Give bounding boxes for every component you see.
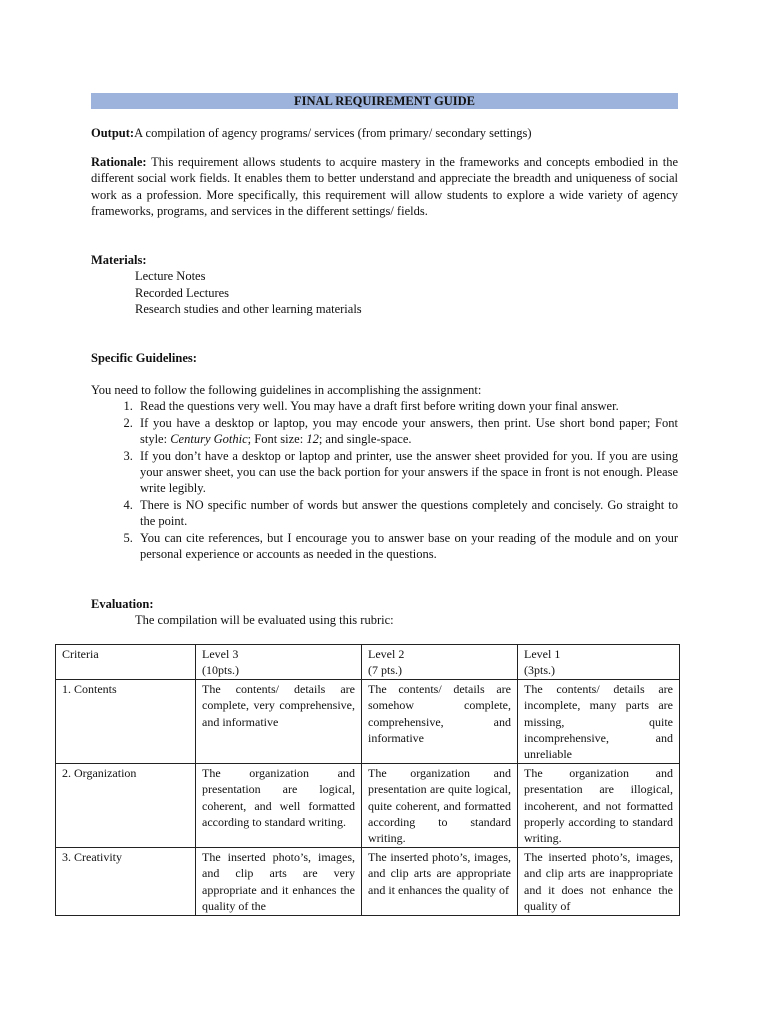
rubric-cell: The inserted photo’s, images, and clip arts are very appropriate and it enhances the quality of the xyxy=(196,847,362,915)
output-text: A compilation of agency programs/ services (from primary/ secondary settings) xyxy=(134,126,532,140)
evaluation-intro: The compilation will be evaluated using this rubric: xyxy=(135,613,394,628)
rubric-cell: The contents/ details are incomplete, many parts are missing, quite incomprehensive, and unreliable xyxy=(518,679,680,763)
rubric-cell: The contents/ details are somehow complete, comprehensive, and informative xyxy=(362,679,518,763)
rubric-row xyxy=(56,763,680,847)
materials-item: Recorded Lectures xyxy=(135,285,230,300)
header-label: Level 3 xyxy=(202,647,239,661)
evaluation-section xyxy=(91,596,678,629)
rationale-text: This requirement allows students to acquire mastery in the frameworks and concepts embodied in the different social work fields. It enables them to better understand and appreciate the breadth and uniqueness of social work as a profession. More specifically, this requirement will allow students to explore a wide variety of agency frameworks, programs, and services in the different settings/ fields. xyxy=(91,155,678,219)
materials-heading: Materials: xyxy=(91,253,147,267)
rubric-row xyxy=(56,679,680,763)
header-label: Criteria xyxy=(62,647,99,661)
rubric-cell: The organization and presentation are illogical, incoherent, and not formatted properly according to standard writing. xyxy=(518,763,680,847)
rubric-header-cell xyxy=(56,645,196,680)
guideline-item: 3. If you don’t have a desktop or laptop and printer, use the answer sheet provided for you. If you are using your answer sheet, you can use the back portion for your answers if the space in front is not enough. Please write legibly. xyxy=(136,448,678,497)
font-style-value: Century Gothic xyxy=(170,432,248,447)
guideline-item xyxy=(136,415,678,448)
rubric-header-cell xyxy=(518,645,680,680)
guidelines-section xyxy=(91,382,678,562)
rubric-header-cell xyxy=(196,645,362,680)
guidelines-heading-text: Specific Guidelines: xyxy=(91,351,197,365)
rubric-cell: The contents/ details are complete, very comprehensive, and informative xyxy=(196,679,362,763)
guideline-item: 4. There is NO specific number of words but answer the questions completely and concisely. Go straight to the point. xyxy=(136,497,678,530)
rubric-header-cell xyxy=(362,645,518,680)
rubric-header-row xyxy=(56,645,680,680)
header-points: (3pts.) xyxy=(524,663,555,678)
rationale-section xyxy=(91,154,678,220)
header-points: (7 pts.) xyxy=(368,663,402,678)
header-points: (10pts.) xyxy=(202,663,239,678)
header-label: Level 2 xyxy=(368,647,405,661)
guideline-text: ; and single-space. xyxy=(318,432,412,447)
rubric-criteria: 3. Creativity xyxy=(56,847,196,915)
guidelines-heading xyxy=(91,350,678,366)
rubric-criteria: 1. Contents xyxy=(56,679,196,763)
materials-item: Lecture Notes xyxy=(135,269,206,284)
guidelines-list xyxy=(91,398,678,562)
guidelines-intro: You need to follow the following guidelines in accomplishing the assignment: xyxy=(91,383,482,397)
output-section xyxy=(91,125,678,141)
rubric-cell: The organization and presentation are logical, coherent, and well formatted according to standard writing. xyxy=(196,763,362,847)
materials-section xyxy=(91,252,678,318)
guideline-item: 5. You can cite references, but I encourage you to answer base on your reading of the module and on your personal experience or accounts as needed in the questions. xyxy=(136,530,678,563)
rubric-table xyxy=(55,644,680,916)
rubric-row xyxy=(56,847,680,915)
evaluation-heading: Evaluation: xyxy=(91,597,154,611)
rubric-cell: The organization and presentation are quite logical, quite coherent, and formatted according to standard writing. xyxy=(362,763,518,847)
page-title: FINAL REQUIREMENT GUIDE xyxy=(91,93,678,109)
rubric-cell: The inserted photo’s, images, and clip arts are appropriate and it enhances the quality of xyxy=(362,847,518,915)
font-size-value: 12 xyxy=(306,432,319,447)
guideline-text: If you have a desktop or laptop, you may encode your answers, then print. Use short bond paper; Font style: xyxy=(140,415,678,447)
guideline-text: ; Font size: xyxy=(247,432,307,447)
materials-item: Research studies and other learning materials xyxy=(135,302,362,317)
output-label: Output: xyxy=(91,126,135,140)
guideline-item: 1. Read the questions very well. You may have a draft first before writing down your final answer. xyxy=(136,398,678,414)
rubric-cell: The inserted photo’s, images, and clip arts are inappropriate and it does not enhance the quality of xyxy=(518,847,680,915)
rubric-criteria: 2. Organization xyxy=(56,763,196,847)
header-label: Level 1 xyxy=(524,647,561,661)
rationale-label: Rationale: xyxy=(91,155,147,169)
